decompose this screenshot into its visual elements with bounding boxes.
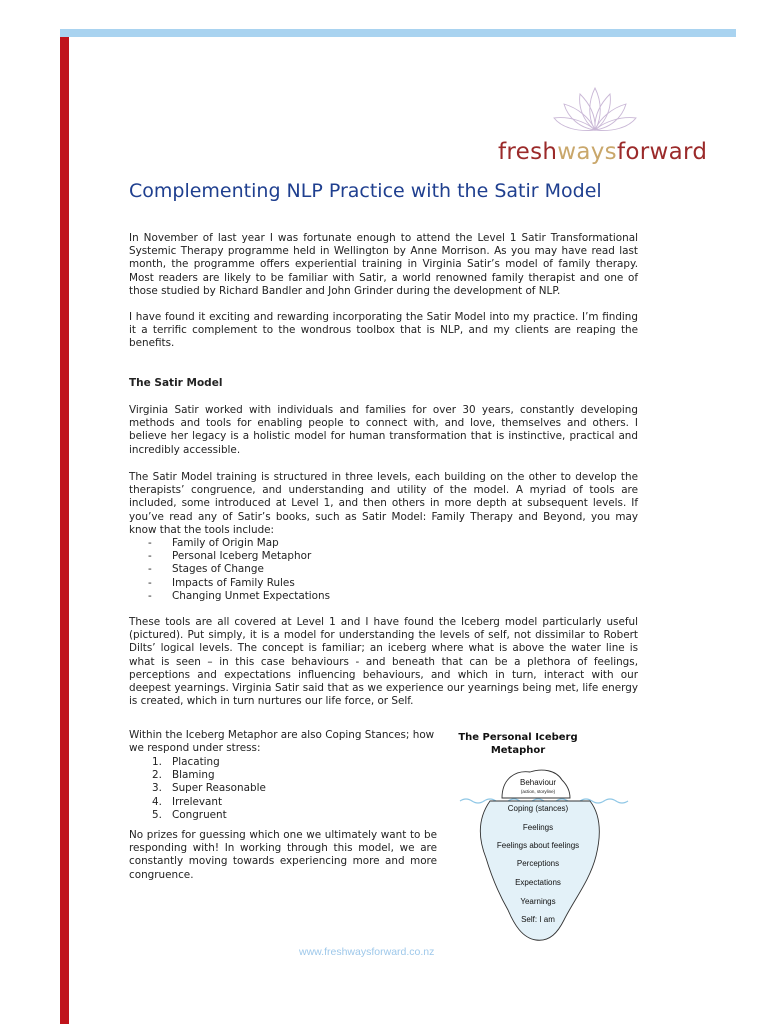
article-title: Complementing NLP Practice with the Satir Model xyxy=(129,180,602,202)
iceberg-layer-coping: Coping (stances) xyxy=(507,804,569,813)
logo-part-forward: forward xyxy=(616,139,708,165)
footer-website-link[interactable]: www.freshwaysforward.co.nz xyxy=(299,946,435,958)
list-label: Super Reasonable xyxy=(172,782,266,795)
iceberg-paragraph: These tools are all covered at Level 1 and I have found the Iceberg model particularly useful (pictured). Put simply, it is a model for understanding the levels of self, not dissimilar to Robert Dilts’ logical levels. The concept is familiar; an iceberg where what is above the water line is what is seen – in this case behaviours - and beneath that can be a plethora of feelings, perceptions and expectations influencing behaviours, and which in turn, interact with our deepest yearnings. Virginia Satir said that as we experience our yearnings being met, life energy is created, which in turn nurtures our life force, or Self. xyxy=(129,616,638,708)
list-number: 3. xyxy=(152,782,162,795)
logo-part-fresh: fresh xyxy=(498,139,558,165)
logo-part-ways: ways xyxy=(557,139,617,165)
list-item xyxy=(152,782,266,795)
iceberg-behaviour-sublabel: (action, storyline) xyxy=(520,789,556,794)
intro-paragraph-2: I have found it exciting and rewarding incorporating the Satir Model into my practice. I’m finding it a terrific complement to the wondrous toolbox that is NLP, and my clients are reaping the benefits. xyxy=(129,311,638,350)
list-item: - Stages of Change xyxy=(148,563,330,576)
list-item: - Changing Unmet Expectations xyxy=(148,590,330,603)
satir-paragraph-2: The Satir Model training is structured in three levels, each building on the other to develop the therapists’ congruence, and understanding and utility of the model. A myriad of tools are included, some introduced at Level 1, and then others in more depth at subsequent levels. If you’ve read any of Satir’s books, such as Satir Model: Family Therapy and Beyond, you may know that the tools include: xyxy=(129,471,638,536)
lotus-icon xyxy=(550,84,640,136)
list-item xyxy=(152,756,266,769)
top-accent-bar xyxy=(60,29,736,37)
list-item: - Impacts of Family Rules xyxy=(148,577,330,590)
iceberg-layer-yearnings: Yearnings xyxy=(520,897,556,906)
iceberg-layer-self: Self: I am xyxy=(521,915,555,924)
list-item xyxy=(152,796,266,809)
list-item xyxy=(152,809,266,822)
list-number: 2. xyxy=(152,769,162,782)
section-heading: The Satir Model xyxy=(129,377,223,389)
list-item: - Personal Iceberg Metaphor xyxy=(148,550,330,563)
list-number: 1. xyxy=(152,756,162,768)
side-accent-bar xyxy=(60,37,69,1024)
satir-paragraph-1: Virginia Satir worked with individuals and families for over 30 years, constantly developing methods and tools for enabling people to connect with, and love, themselves and others. I believe her legacy is a holistic model for human transformation that is instinctive, practical and incredibly accessible. xyxy=(129,404,638,456)
tools-list xyxy=(148,537,330,603)
company-logo xyxy=(498,84,708,165)
iceberg-diagram xyxy=(450,728,650,948)
list-number: 4. xyxy=(152,795,162,808)
iceberg-layer-perceptions: Perceptions xyxy=(516,859,560,868)
coping-stances-intro: Within the Iceberg Metaphor are also Coping Stances; how we respond under stress: xyxy=(129,729,435,755)
closing-paragraph: No prizes for guessing which one we ultimately want to be responding with! In working through this model, we are constantly moving towards experiencing more and more congruence. xyxy=(129,829,437,881)
logo-wordmark xyxy=(498,139,707,165)
list-number: 5. xyxy=(152,808,162,821)
list-label: Irrelevant xyxy=(172,795,223,808)
list-item xyxy=(152,769,266,782)
list-label: Placating xyxy=(172,756,220,768)
iceberg-layer-feelings: Feelings xyxy=(522,823,554,832)
list-label: Congruent xyxy=(172,808,227,821)
list-item: - Family of Origin Map xyxy=(148,537,330,550)
iceberg-layer-feelings-about-feelings: Feelings about feelings xyxy=(496,841,580,850)
iceberg-title xyxy=(450,731,586,757)
iceberg-layer-expectations: Expectations xyxy=(515,878,561,887)
intro-paragraph-1: In November of last year I was fortunate enough to attend the Level 1 Satir Transformational Systemic Therapy programme held in Wellington by Anne Morrison. As you may have read last month, the programme offers experiential training in Virginia Satir’s model of family therapy. Most readers are likely to be familiar with Satir, a world renowned family therapist and one of those studied by Richard Bandler and John Grinder during the development of NLP. xyxy=(129,232,638,297)
iceberg-behaviour-label: Behaviour xyxy=(519,778,557,787)
list-label: Blaming xyxy=(172,769,215,782)
coping-stances-list xyxy=(152,756,266,822)
iceberg-title-line-2: Metaphor xyxy=(490,745,546,756)
iceberg-title-line-1: The Personal Iceberg xyxy=(458,732,578,743)
